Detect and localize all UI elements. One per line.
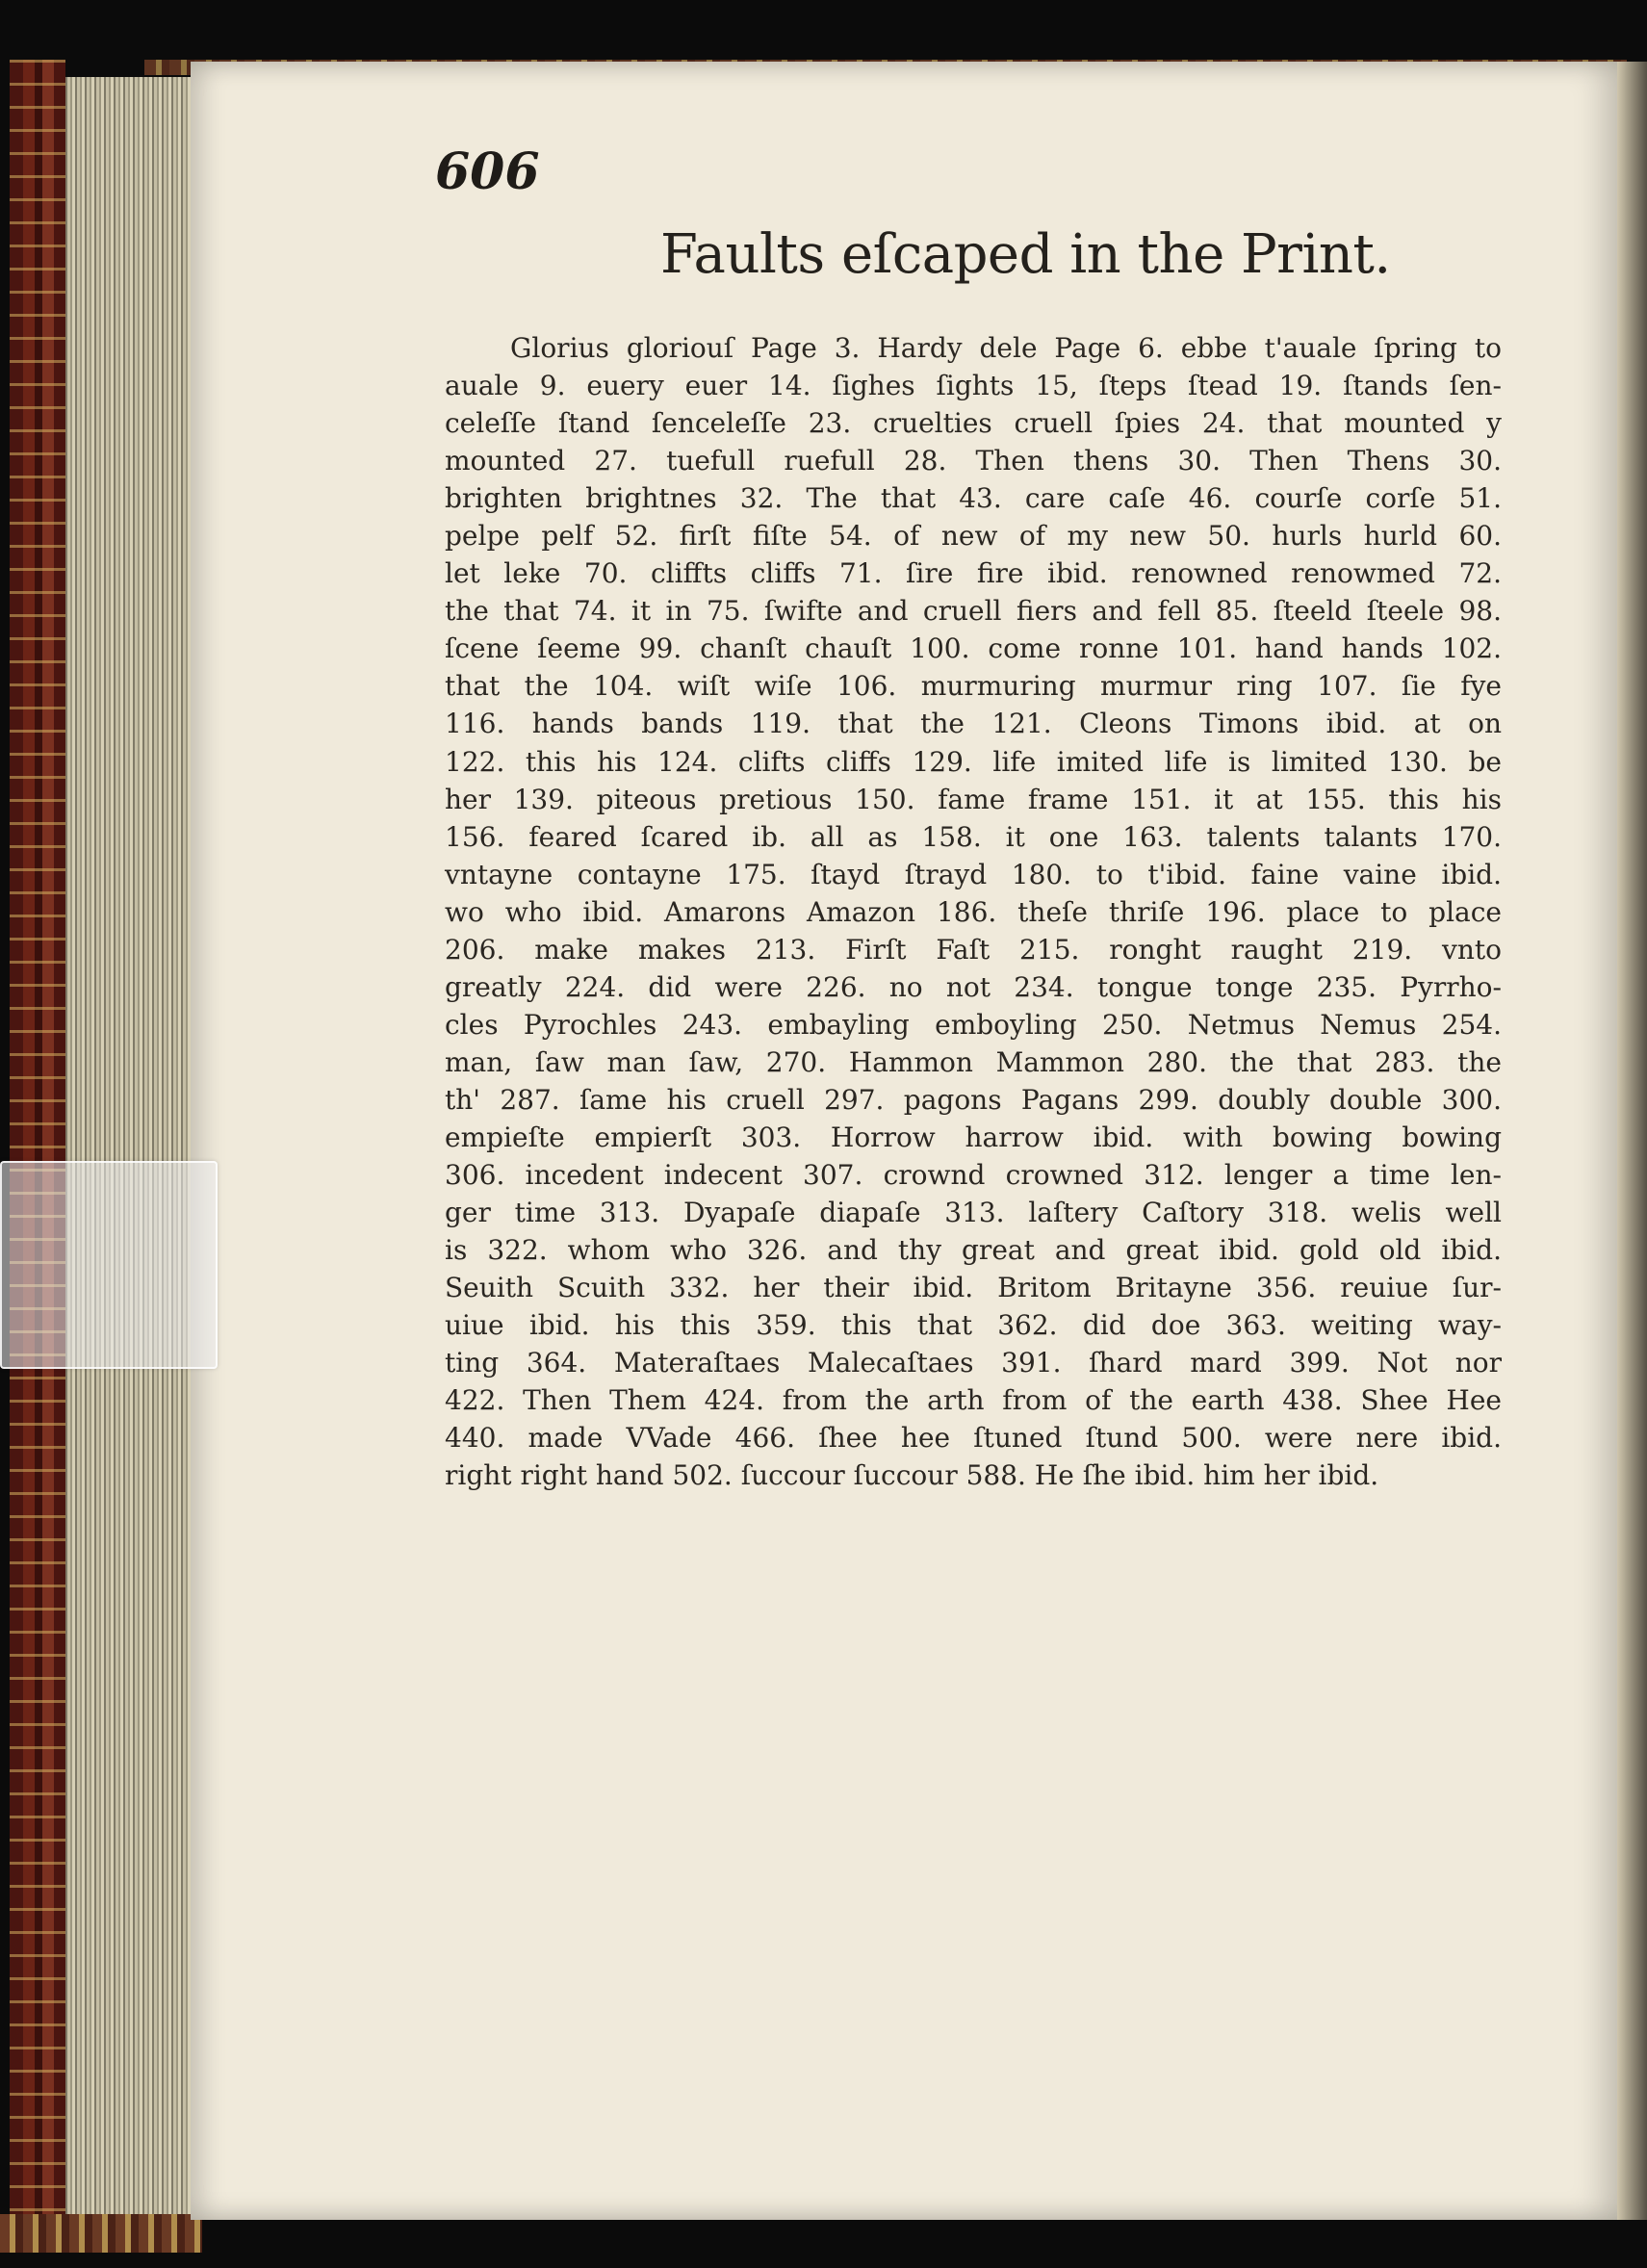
errata-line: th' 287. ſame his cruell 297. pagons Pagans 299. doubly double 300. bbox=[445, 1083, 1502, 1116]
errata-line: ſcene ſeeme 99. chanſt chauſt 100. come ronne 101. hand hands 102. bbox=[445, 632, 1502, 665]
page-title: Faults eſcaped in the Print. bbox=[660, 223, 1391, 286]
errata-line: that the 104. wiſt wiſe 106. murmuring murmur ring 107. ſie fye bbox=[445, 670, 1502, 703]
errata-line: 206. make makes 213. Firſt Faſt 215. ronght raught 219. vnto bbox=[445, 933, 1502, 966]
errata-line: auale 9. euery euer 14. ſighes ſights 15, ſteps ſtead 19. ſtands ſen- bbox=[445, 370, 1502, 402]
errata-line: mounted 27. tuefull ruefull 28. Then thens 30. Then Thens 30. bbox=[445, 445, 1502, 477]
errata-line: 156. feared ſcared ib. all as 158. it one 163. talents talants 170. bbox=[445, 820, 1502, 853]
errata-line: ting 364. Materaſtaes Malecaſtaes 391. ſhard mard 399. Not nor bbox=[445, 1347, 1502, 1379]
errata-line: right right hand 502. ſuccour ſuccour 588. He ſhe ibid. him her ibid. bbox=[445, 1459, 1379, 1492]
errata-line: ger time 313. Dyapaſe diapaſe 313. laſtery Caſtory 318. welis well bbox=[445, 1197, 1502, 1229]
errata-line: vntayne contayne 175. ſtayd ſtrayd 180. to t'ibid. faine vaine ibid. bbox=[445, 858, 1502, 890]
errata-line: 422. Then Them 424. from the arth from of the earth 438. Shee Hee bbox=[445, 1384, 1502, 1417]
errata-line: wo who ibid. Amarons Amazon 186. theſe thriſe 196. place to place bbox=[445, 895, 1502, 928]
errata-line: brighten brightnes 32. The that 43. care caſe 46. courſe corſe 51. bbox=[445, 482, 1502, 515]
errata-line: 440. made VVade 466. ſhee hee ſtuned ſtund 500. were nere ibid. bbox=[445, 1422, 1502, 1455]
errata-line: 116. hands bands 119. that the 121. Cleons Timons ibid. at on bbox=[445, 708, 1502, 740]
errata-line: her 139. piteous pretious 150. fame frame 151. it at 155. this his bbox=[445, 783, 1502, 815]
errata-line: man, ſaw man ſaw, 270. Hammon Mammon 280. the that 283. the bbox=[445, 1045, 1502, 1078]
page-clip-marker bbox=[0, 1161, 218, 1369]
errata-line: Seuith Scuith 332. her their ibid. Britom Britayne 356. reuiue ſur- bbox=[445, 1272, 1502, 1304]
errata-line: Glorius gloriouſ Page 3. Hardy dele Page 6. ebbe t'auale ſpring to bbox=[510, 332, 1502, 364]
errata-line: 306. incedent indecent 307. crownd crowned 312. lenger a time len- bbox=[445, 1159, 1502, 1192]
errata-line: is 322. whom who 326. and thy great and great ibid. gold old ibid. bbox=[445, 1234, 1502, 1267]
page-number: 606 bbox=[435, 142, 540, 201]
errata-line: empieſte empierſt 303. Horrow harrow ibid. with bowing bowing bbox=[445, 1121, 1502, 1153]
errata-line: uiue ibid. his this 359. this that 362. did doe 363. weiting way- bbox=[445, 1309, 1502, 1342]
gilt-bottom-edge bbox=[0, 2214, 202, 2253]
errata-line: celeſſe ſtand ſenceleſſe 23. cruelties cruell ſpies 24. that mounted y bbox=[445, 407, 1502, 440]
errata-line: the that 74. it in 75. ſwifte and cruell fiers and fell 85. ſteeld ſteele 98. bbox=[445, 595, 1502, 628]
errata-line: greatly 224. did were 226. no not 234. tongue tonge 235. Pyrrho- bbox=[445, 970, 1502, 1003]
decorated-cover-edge bbox=[10, 60, 65, 2226]
errata-line: let leke 70. cliffts cliffs 71. ſire fire ibid. renowned renowmed 72. bbox=[445, 557, 1502, 590]
page-fore-edge bbox=[65, 77, 193, 2226]
errata-line: 122. this his 124. clifts cliffs 129. life imited life is limited 130. be bbox=[445, 745, 1502, 778]
page-gutter bbox=[1617, 62, 1647, 2220]
errata-line: cles Pyrochles 243. embayling emboyling 250. Netmus Nemus 254. bbox=[445, 1008, 1502, 1041]
errata-line: pelpe pelf 52. firſt fiſte 54. of new of my new 50. hurls hurld 60. bbox=[445, 520, 1502, 553]
errata-text-block bbox=[445, 329, 1502, 1494]
